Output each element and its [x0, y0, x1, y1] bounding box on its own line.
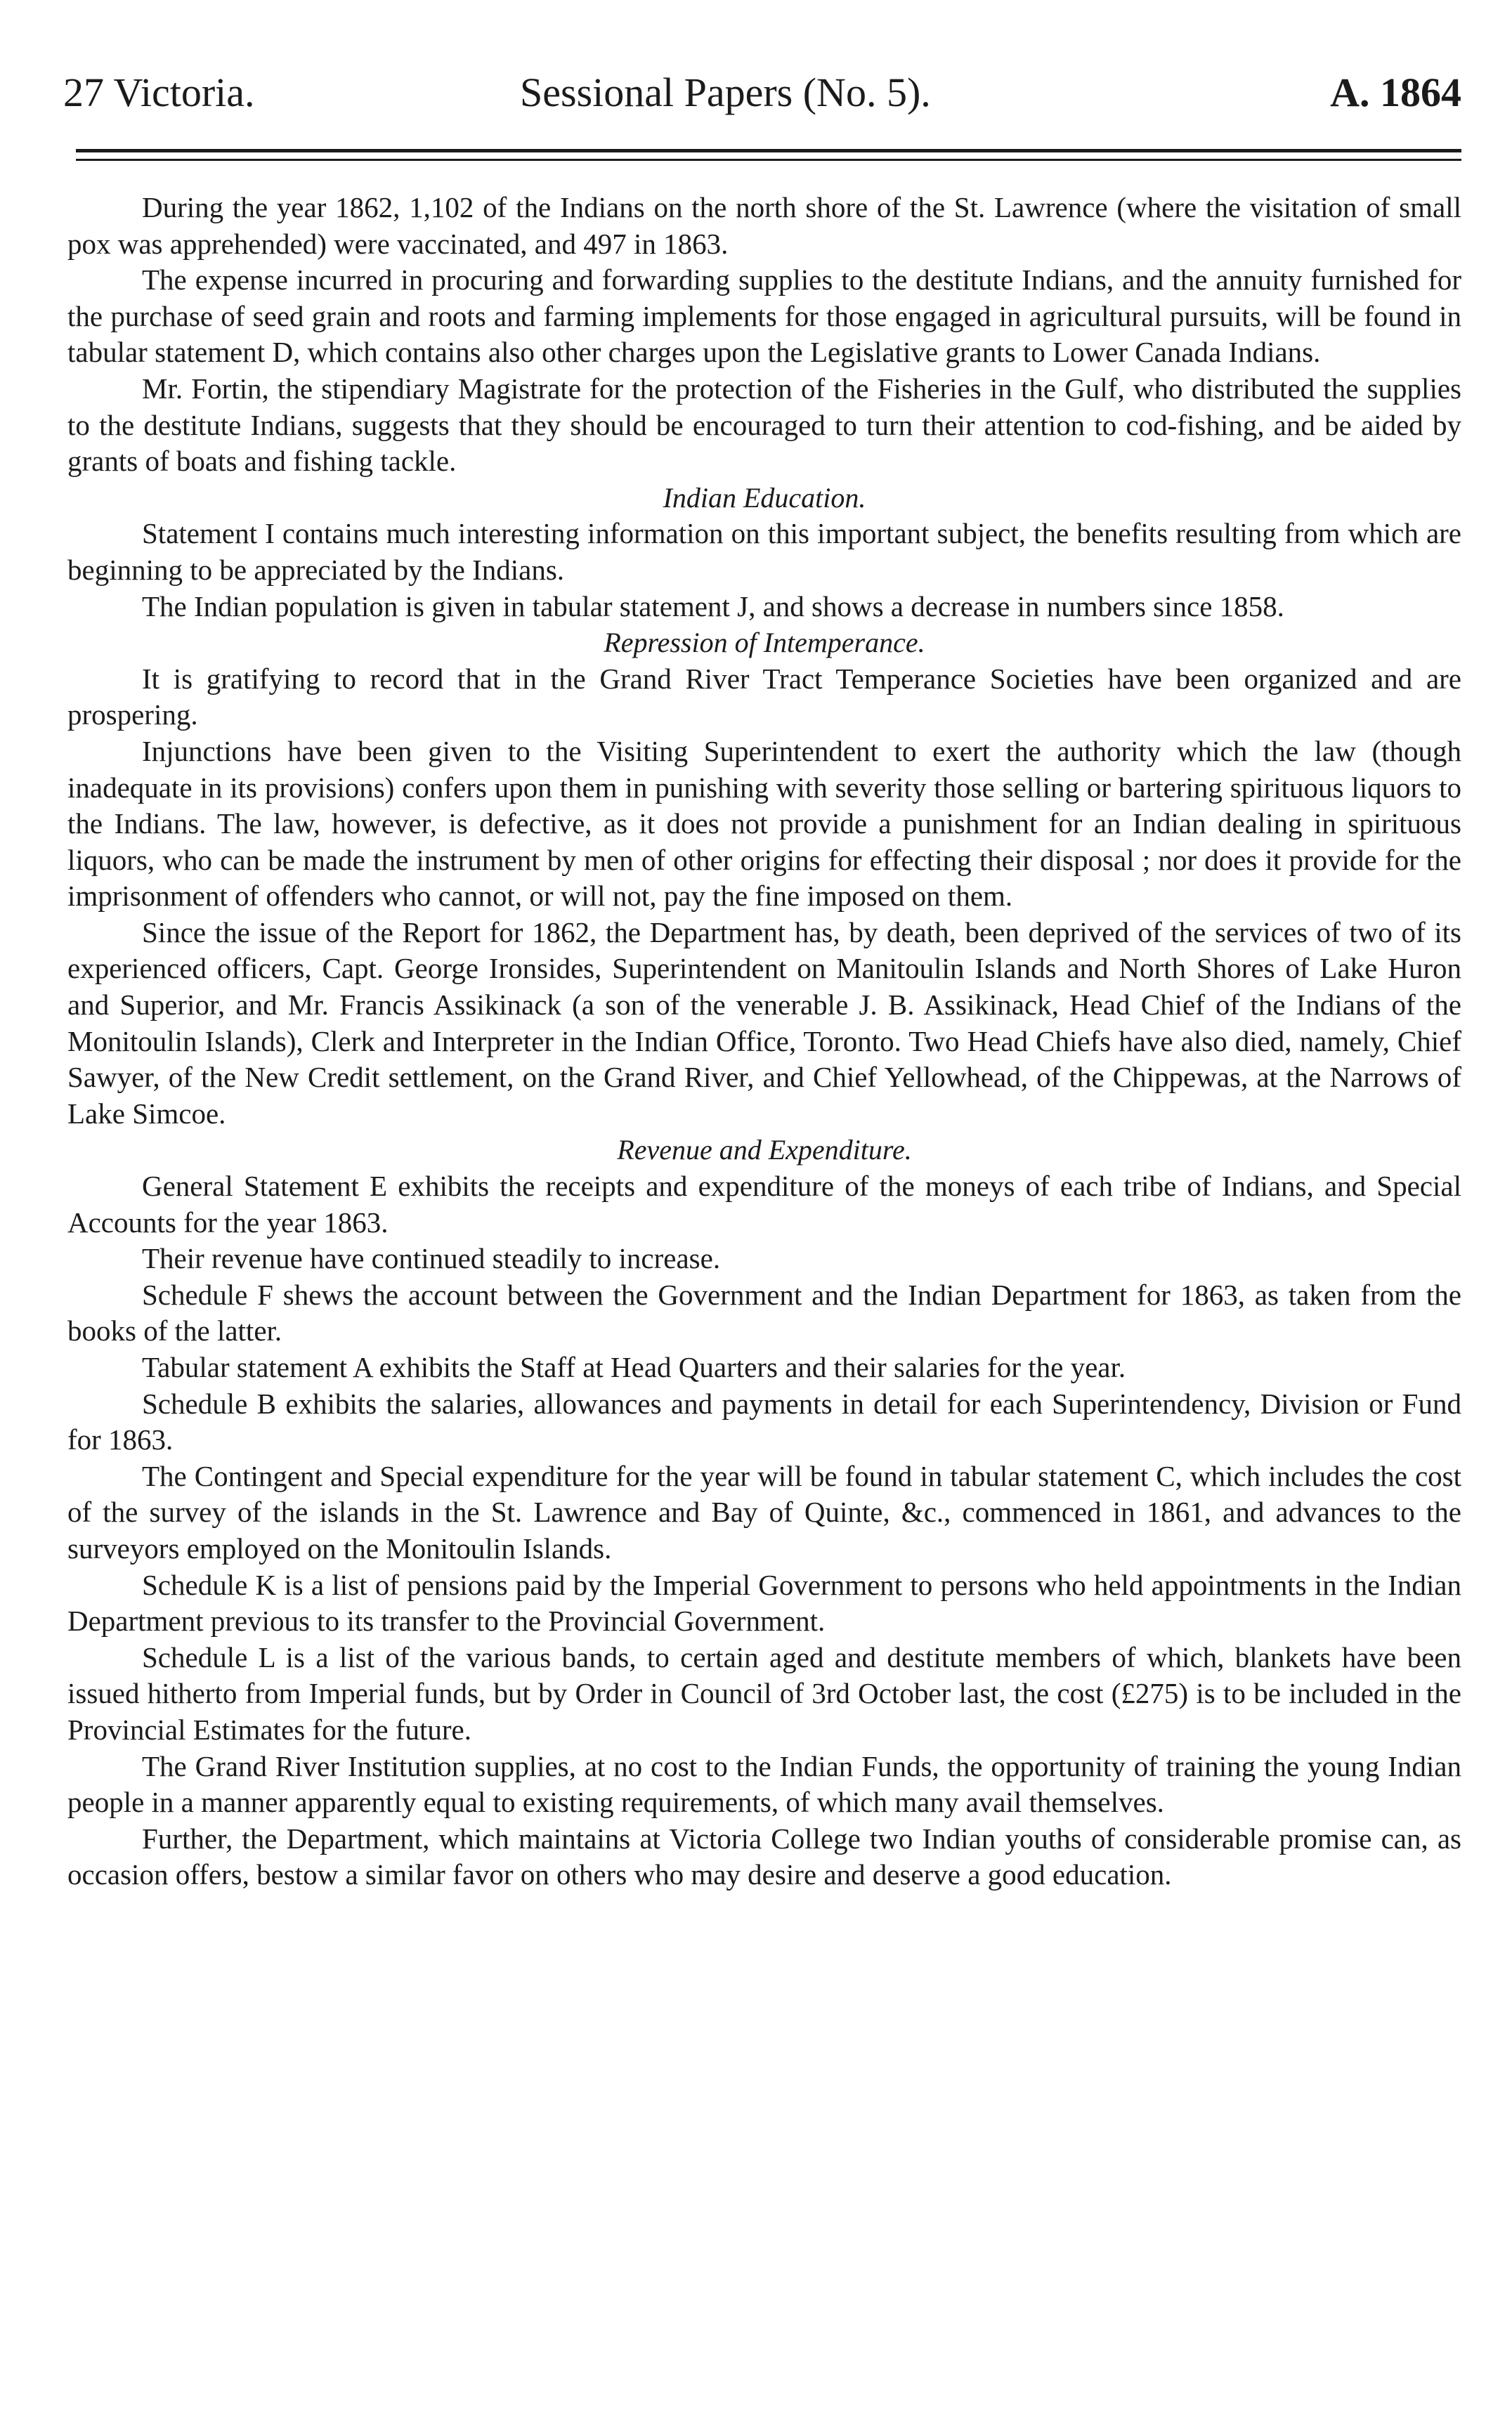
paragraph-statement-i: Statement I contains much interesting information on this important subject, the benefits resulting from which are beginning to be appreciated by the Indians. — [67, 517, 1461, 586]
paragraph-institution: The Grand River Institution supplies, at no cost to the Indian Funds, the opportunity of training the young Indian people in a manner apparently equal to existing requirements, of which many avail themselves. — [67, 1749, 1461, 1819]
paragraph-schedule-l: Schedule L is a list of the various bands, to certain aged and destitute members of which, blankets have been issued hitherto from Imperial funds, but by Order in Council of 3rd October last, the cost (£275) is to be included in the Provincial Estimates for the future. — [67, 1640, 1461, 1746]
header-rule-thick — [76, 149, 1461, 152]
paragraph-revenue: Their revenue have continued steadily to increase. — [142, 1242, 721, 1275]
paragraph-schedule-b: Schedule B exhibits the salaries, allowances and payments in detail for each Superintendency, Division or Fund for 1863. — [67, 1387, 1461, 1456]
document-body — [67, 190, 1461, 1893]
paragraph-injunctions: Injunctions have been given to the Visiting Superintendent to exert the authority which the law (though inadequate in its provisions) confers upon them in punishing with severity those selling or bartering spirituous liquors to the Indians. The law, however, is defective, as it does not provide a punishment for an Indian dealing in spirituous liquors, who can be made the instrument by men of other origins for effecting their disposal ; nor does it provide for the imprisonment of offenders who cannot, or will not, pay the fine imposed on them. — [67, 734, 1461, 913]
paragraph-supplies: The expense incurred in procuring and forwarding supplies to the destitute Indians, and the annuity furnished for the purchase of seed grain and roots and farming implements for those engaged in agricultural pursuits, will be found in tabular statement D, which contains also other charges upon the Legislative grants to Lower Canada Indians. — [67, 263, 1461, 369]
page-header — [63, 65, 1461, 121]
paragraph-statement-e: General Statement E exhibits the receipts and expenditure of the moneys of each tribe of Indians, and Special Accounts for the year 1863. — [67, 1170, 1461, 1239]
section-heading-revenue: Revenue and Expenditure. — [617, 1134, 912, 1166]
header-title: Sessional Papers (No. 5). — [520, 70, 931, 115]
paragraph-schedule-k: Schedule K is a list of pensions paid by the Imperial Government to persons who held appointments in the Indian Department previous to its transfer to the Provincial Government. — [67, 1568, 1461, 1638]
paragraph-vaccination: During the year 1862, 1,102 of the Indians on the north shore of the St. Lawrence (where the visitation of small pox was apprehended) were vaccinated, and 497 in 1863. — [67, 191, 1461, 260]
header-year: A. 1864 — [1330, 70, 1461, 115]
paragraph-temperance: It is gratifying to record that in the Grand River Tract Temperance Societies have been organized and are prospering. — [67, 662, 1461, 731]
paragraph-schedule-f: Schedule F shews the account between the Government and the Indian Department for 1863, as taken from the books of the latter. — [67, 1278, 1461, 1347]
section-heading-education: Indian Education. — [663, 481, 866, 514]
paragraph-victoria-college: Further, the Department, which maintains at Victoria College two Indian youths of considerable promise can, as occasion offers, bestow a similar favor on others who may desire and deserve a good education. — [67, 1822, 1461, 1891]
paragraph-statement-c: The Contingent and Special expenditure for the year will be found in tabular statement C, which includes the cost of the survey of the islands in the St. Lawrence and Bay of Quinte, &c., commenced in 1861, and advances to the surveyors employed on the Monitoulin Islands. — [67, 1459, 1461, 1565]
paragraph-fisheries: Mr. Fortin, the stipendiary Magistrate for the protection of the Fisheries in the Gulf, who distributed the supplies to the destitute Indians, suggests that they should be encouraged to turn their attention to cod-fishing, and be aided by grants of boats and fishing tackle. — [67, 372, 1461, 478]
paragraph-population: The Indian population is given in tabular statement J, and shows a decrease in numbers since 1858. — [142, 589, 1284, 622]
header-session: 27 Victoria. — [63, 70, 255, 115]
paragraph-deaths: Since the issue of the Report for 1862, the Department has, by death, been deprived of the services of two of its experienced officers, Capt. George Ironsides, Superintendent on Manitoulin Islands and North Shores of Lake Huron and Superior, and Mr. Francis Assikinack (a son of the venerable J. B. Assikinack, Head Chief of the Indians of the Monitoulin Islands), Clerk and Interpreter in the Indian Office, Toronto. Two Head Chiefs have also died, namely, Chief Sawyer, of the New Credit settlement, on the Grand River, and Chief Yellowhead, of the Chippewas, at the Narrows of Lake Simcoe. — [67, 915, 1461, 1130]
paragraph-statement-a: Tabular statement A exhibits the Staff at Head Quarters and their salaries for the year. — [142, 1351, 1126, 1383]
header-rule-thin — [76, 159, 1461, 161]
section-heading-intemperance: Repression of Intemperance. — [604, 627, 925, 659]
